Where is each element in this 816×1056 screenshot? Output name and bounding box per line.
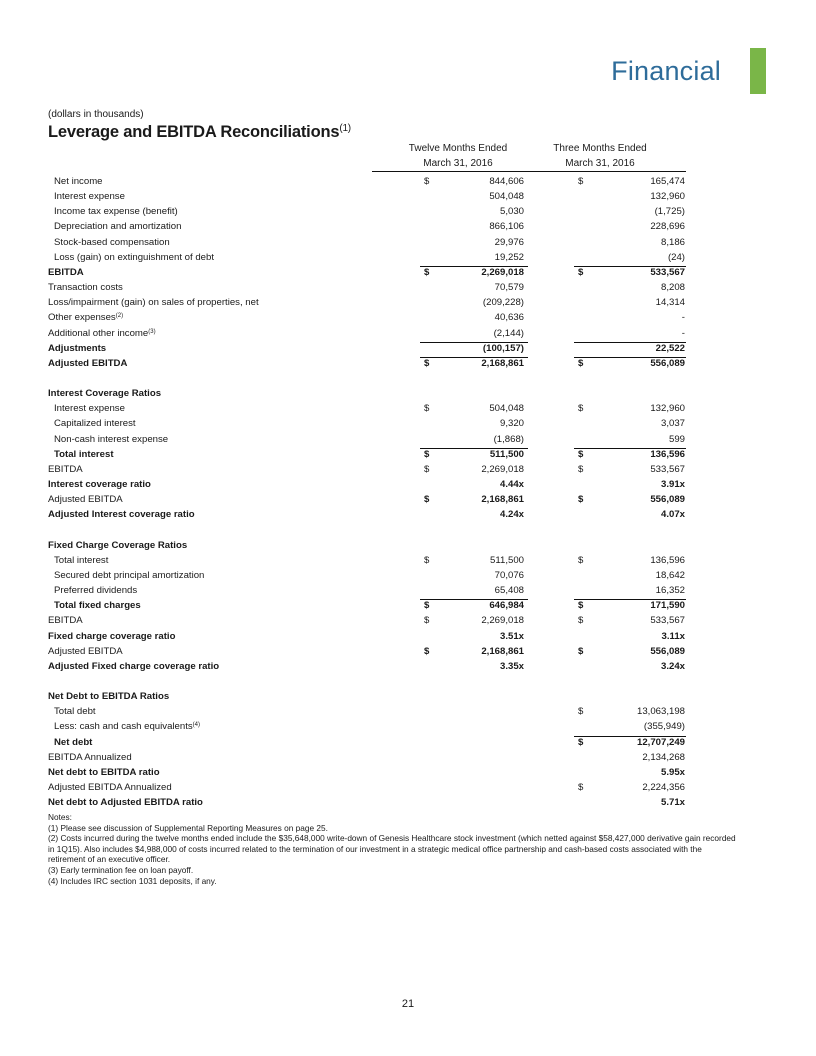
page-number: 21: [401, 998, 415, 1010]
col1-value: 2,168,861: [481, 357, 524, 369]
row-label-text: Adjusted EBITDA Annualized: [48, 782, 172, 793]
col1-value: 4.44x: [499, 479, 524, 490]
col2-value: 556,089: [650, 645, 685, 657]
col2-value: 533,567: [650, 615, 685, 627]
col1-dollar-sign: $: [424, 357, 430, 369]
row-label-text: EBITDA: [48, 266, 84, 278]
col2-value: 556,089: [650, 357, 685, 369]
col2-dollar-sign: $: [578, 494, 584, 506]
row-label: [54, 719, 200, 734]
table-row: [48, 522, 698, 537]
row-label: [54, 704, 96, 719]
note-line: Notes:: [48, 812, 72, 822]
row-footnote: (4): [192, 722, 201, 729]
row-label: [48, 341, 106, 356]
col2-value: 14,314: [655, 297, 685, 309]
col1-dollar-sign: $: [424, 463, 430, 475]
col2-value: -: [681, 312, 685, 324]
row-label: [48, 265, 84, 280]
col1-value: 646,984: [489, 600, 524, 612]
table-row: [48, 750, 698, 765]
table-row: [48, 795, 698, 810]
col2-value: 165,474: [650, 176, 685, 187]
table-row: [48, 250, 698, 265]
col1-dollar-sign: $: [424, 448, 430, 460]
col1-dollar-sign: $: [424, 554, 430, 566]
col2-value: 13,063,198: [636, 706, 685, 718]
col2-value: 5.95x: [660, 766, 685, 778]
col2-value: 2,134,268: [642, 751, 685, 763]
col1-value: (209,228): [482, 297, 524, 309]
row-label-text: Interest expense: [54, 191, 125, 203]
row-label-text: Adjusted EBITDA: [48, 357, 128, 369]
row-footnote: (3): [148, 328, 156, 335]
row-label: [48, 477, 151, 492]
col2-value: 5.71x: [660, 797, 685, 809]
col2-total-rule: [574, 357, 686, 358]
col1-value: (100,157): [482, 342, 524, 354]
header-rule: [372, 171, 686, 172]
table-row: [48, 265, 698, 280]
row-label: [54, 401, 125, 416]
row-label: [54, 235, 170, 250]
table-row: [48, 477, 698, 492]
col1-total-rule: [420, 342, 528, 343]
table-row: [48, 659, 698, 674]
notes-section: [48, 812, 738, 886]
col2-total-rule: [574, 266, 686, 267]
row-label-text: Fixed charge coverage ratio: [48, 630, 176, 642]
table-row: [48, 644, 698, 659]
row-label: [54, 735, 92, 750]
row-label-text: Net income: [54, 176, 103, 187]
row-label-text: Interest Coverage Ratios: [48, 388, 162, 400]
col2-value: 16,352: [655, 585, 685, 597]
row-footnote: (2): [115, 313, 124, 320]
row-label-text: EBITDA: [48, 615, 83, 627]
table-row: [48, 401, 698, 416]
row-label: [54, 598, 141, 613]
document-title-footnote: (1): [339, 123, 351, 134]
col2-dollar-sign: $: [578, 782, 584, 793]
table-row: [48, 235, 698, 250]
table-row: [48, 416, 698, 431]
table-row: [48, 507, 698, 522]
col2-dollar-sign: $: [578, 706, 584, 718]
col2-dollar-sign: $: [578, 176, 584, 187]
col2-value: 2,224,356: [642, 782, 685, 793]
row-label: [48, 507, 195, 522]
row-label-text: Other expenses: [48, 312, 116, 324]
col1-value: 9,320: [499, 418, 524, 430]
row-label-text: Preferred dividends: [54, 585, 138, 597]
row-label: [48, 295, 259, 310]
row-label: [48, 492, 123, 507]
table-row: [48, 553, 698, 568]
row-label-text: Transaction costs: [48, 282, 123, 294]
table-row: [48, 538, 698, 553]
row-label-text: Adjusted Fixed charge coverage ratio: [48, 660, 220, 672]
col1-dollar-sign: $: [424, 176, 430, 187]
col1-dollar-sign: $: [424, 266, 430, 278]
col1-value: 504,048: [489, 191, 524, 203]
col2-dollar-sign: $: [578, 448, 584, 460]
row-label-text: Total fixed charges: [54, 600, 141, 612]
col2-value: 3.91x: [660, 479, 685, 490]
col2-total-rule: [574, 448, 686, 449]
table-row: [48, 492, 698, 507]
col1-dollar-sign: $: [424, 600, 430, 612]
row-label-text: Net Debt to EBITDA Ratios: [48, 691, 170, 703]
row-label: [54, 250, 214, 265]
row-label: [54, 583, 137, 598]
row-label: [48, 386, 161, 401]
col1-value: 2,269,018: [481, 266, 524, 278]
col2-dollar-sign: $: [578, 736, 584, 748]
table-row: [48, 735, 698, 750]
table-row: [48, 371, 698, 386]
row-label-text: Capitalized interest: [54, 418, 136, 430]
table-row: [48, 462, 698, 477]
table-row: [48, 447, 698, 462]
col1-value: 866,106: [489, 221, 524, 233]
col2-value: 533,567: [650, 266, 685, 278]
col1-value: (1,868): [493, 433, 524, 445]
table-row: [48, 568, 698, 583]
col1-value: 40,636: [494, 312, 524, 324]
col2-total-rule: [574, 342, 686, 343]
col2-dollar-sign: $: [578, 266, 584, 278]
col1-value: 29,976: [494, 236, 524, 248]
row-label: [54, 189, 125, 204]
row-label: [48, 629, 175, 644]
row-label-text: Interest expense: [54, 403, 125, 415]
col2-value: 171,590: [650, 600, 685, 612]
col2-value: 12,707,249: [636, 736, 685, 748]
section-title: Financial: [611, 56, 721, 86]
row-label: [54, 416, 136, 431]
col1-value: 3.35x: [499, 660, 524, 672]
col2-value: 22,522: [655, 342, 685, 354]
row-label: [48, 356, 127, 371]
accent-bar: [750, 48, 766, 94]
row-label: [48, 644, 123, 659]
row-label-text: Adjusted EBITDA: [48, 494, 123, 506]
col1-total-rule: [420, 448, 528, 449]
col2-dollar-sign: $: [578, 554, 584, 566]
table-row: [48, 765, 698, 780]
col1-value: 844,606: [489, 176, 524, 187]
units-note: (dollars in thousands): [48, 109, 144, 120]
row-label: [48, 750, 132, 765]
col2-value: 533,567: [650, 463, 685, 475]
row-label: [48, 659, 219, 674]
row-label-text: Total interest: [54, 448, 114, 460]
col2-value: -: [681, 327, 685, 339]
col2-value: 599: [668, 433, 685, 445]
col2-total-rule: [574, 736, 686, 737]
row-label: [54, 219, 181, 234]
col1-value: 19,252: [494, 251, 524, 263]
note-line: (3) Early termination fee on loan payoff.: [48, 864, 194, 875]
col1-total-rule: [420, 599, 528, 600]
col1-value: 2,168,861: [481, 494, 524, 506]
col1-value: 5,030: [499, 206, 524, 218]
row-label: [48, 326, 156, 341]
row-label: [48, 765, 160, 780]
table-row: [48, 295, 698, 310]
row-label: [48, 780, 172, 795]
row-label: [54, 568, 204, 583]
row-label-text: Net debt to Adjusted EBITDA ratio: [48, 797, 203, 809]
col2-value: 228,696: [650, 221, 685, 233]
row-label: [54, 553, 108, 568]
table-row: [48, 704, 698, 719]
row-label: [48, 689, 169, 704]
row-label-text: Stock-based compensation: [54, 236, 170, 248]
col1-value: 70,579: [494, 282, 524, 294]
document-title-text: Leverage and EBITDA Reconciliations: [48, 123, 340, 141]
table-row: [48, 326, 698, 341]
row-label-text: Loss/impairment (gain) on sales of properties, net: [48, 297, 259, 309]
col1-value: (2,144): [493, 327, 524, 339]
col2-dollar-sign: $: [578, 403, 584, 415]
col2-value: 4.07x: [660, 509, 685, 521]
row-label: [54, 432, 168, 447]
col2-header-line2: March 31, 2016: [565, 158, 635, 169]
col1-value: 504,048: [489, 403, 524, 415]
row-label-text: Income tax expense (benefit): [54, 206, 178, 218]
col2-value: 18,642: [655, 569, 685, 581]
row-label-text: EBITDA Annualized: [48, 751, 132, 763]
col2-value: 3.24x: [660, 660, 685, 672]
table-row: [48, 189, 698, 204]
col2-value: 8,186: [660, 236, 685, 248]
row-label-text: Net debt: [54, 736, 93, 748]
note-line: (1) Please see discussion of Supplemental Reporting Measures on page 25.: [48, 822, 328, 833]
col1-header-line2: March 31, 2016: [423, 158, 493, 169]
row-label-text: Loss (gain) on extinguishment of debt: [54, 251, 214, 263]
col1-value: 511,500: [490, 554, 524, 566]
row-label-text: Total interest: [54, 554, 109, 566]
row-label-text: Total debt: [54, 706, 96, 718]
table-row: [48, 219, 698, 234]
col1-value: 2,269,018: [481, 463, 524, 475]
col1-dollar-sign: $: [424, 645, 430, 657]
table-row: [48, 689, 698, 704]
note-line: (4) Includes IRC section 1031 deposits, if any.: [48, 875, 217, 886]
table-row: [48, 583, 698, 598]
col1-total-rule: [420, 357, 528, 358]
col1-header-line1: Twelve Months Ended: [408, 143, 508, 154]
col2-total-rule: [574, 599, 686, 600]
table-row: [48, 204, 698, 219]
col1-total-rule: [420, 266, 528, 267]
row-label: [48, 310, 123, 325]
col1-value: 3.51x: [499, 630, 524, 642]
col1-value: 70,076: [494, 569, 524, 581]
col2-dollar-sign: $: [578, 615, 584, 627]
col2-value: (24): [667, 251, 685, 263]
row-label-text: Adjusted Interest coverage ratio: [48, 509, 195, 521]
col1-value: 4.24x: [499, 509, 524, 521]
col2-value: 136,596: [650, 554, 685, 566]
row-label-text: Adjusted EBITDA: [48, 645, 123, 657]
row-label-text: Adjustments: [48, 342, 107, 354]
row-label: [48, 280, 123, 295]
table-row: [48, 432, 698, 447]
table-row: [48, 719, 698, 734]
col2-header-line1: Three Months Ended: [553, 143, 647, 154]
col2-value: 8,208: [660, 282, 685, 294]
table-row: [48, 598, 698, 613]
row-label: [54, 447, 114, 462]
row-label-text: EBITDA: [48, 463, 83, 475]
row-label: [48, 613, 83, 628]
col2-dollar-sign: $: [578, 357, 584, 369]
row-label-text: Net debt to EBITDA ratio: [48, 766, 160, 778]
row-label-text: Less: cash and cash equivalents: [54, 721, 193, 733]
col2-dollar-sign: $: [578, 463, 584, 475]
table-row: [48, 629, 698, 644]
table-row: [48, 613, 698, 628]
col2-value: 132,960: [650, 191, 685, 203]
table-row: [48, 386, 698, 401]
table-row: [48, 674, 698, 689]
col2-value: 3.11x: [661, 630, 685, 642]
row-label-text: Interest coverage ratio: [48, 479, 151, 490]
col1-dollar-sign: $: [424, 494, 430, 506]
row-label-text: Additional other income: [48, 327, 149, 339]
col2-value: 556,089: [650, 494, 685, 506]
row-label-text: Non-cash interest expense: [54, 433, 169, 445]
row-label-text: Depreciation and amortization: [54, 221, 182, 233]
row-label-text: Fixed Charge Coverage Ratios: [48, 539, 188, 551]
row-label: [54, 174, 103, 189]
table-row: [48, 356, 698, 371]
document-title: [48, 123, 351, 142]
col1-value: 2,168,861: [481, 645, 524, 657]
table-row: [48, 341, 698, 356]
col2-dollar-sign: $: [578, 645, 584, 657]
table-row: [48, 310, 698, 325]
table-row: [48, 780, 698, 795]
col1-value: 65,408: [494, 585, 524, 597]
col1-value: 511,500: [489, 448, 524, 460]
col1-value: 2,269,018: [481, 615, 524, 627]
col2-value: (1,725): [654, 206, 685, 218]
col2-value: 132,960: [650, 403, 685, 415]
row-label: [48, 462, 83, 477]
col1-dollar-sign: $: [424, 403, 430, 415]
row-label-text: Secured debt principal amortization: [54, 569, 205, 581]
col1-dollar-sign: $: [424, 615, 430, 627]
row-label: [48, 795, 203, 810]
table-row: [48, 280, 698, 295]
col2-value: 3,037: [660, 418, 685, 430]
row-label: [54, 204, 178, 219]
note-line: (2) Costs incurred during the twelve months ended include the $35,648,000 write-down of Genesis Healthcare stock investment (which netted against $58,427,000 derivative gain recorded in 1Q15). Also includes $4,988,000 of costs incurred related to the termination of our investment in a strategic medical office partnership and cash-based costs associated with the retirement of an executive officer.: [48, 833, 736, 865]
table-row: [48, 174, 698, 189]
row-label: [48, 538, 187, 553]
col2-dollar-sign: $: [578, 600, 584, 612]
col2-value: (355,949): [643, 721, 685, 733]
col2-value: 136,596: [650, 448, 685, 460]
